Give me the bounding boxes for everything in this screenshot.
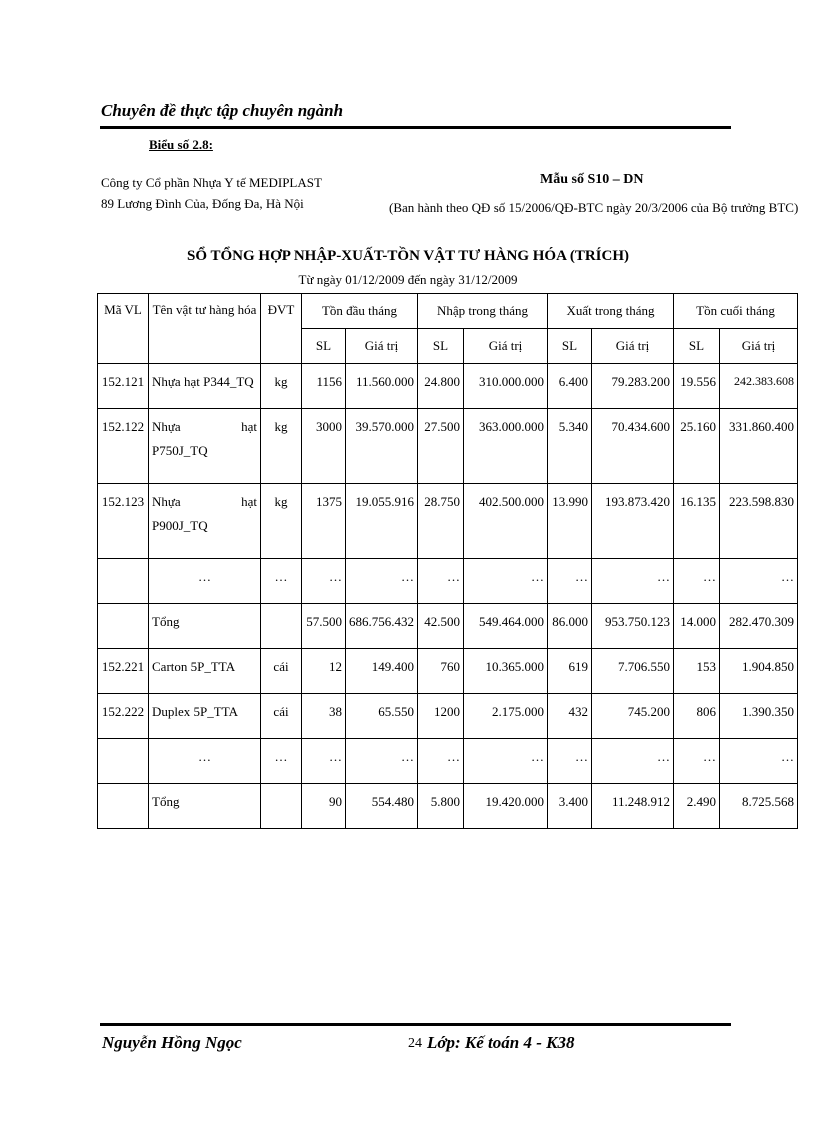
cell-tc-gt: 1.390.350 (720, 694, 798, 739)
col-header-ton-cuoi: Tồn cuối tháng (674, 294, 798, 329)
cell-ten: Nhựa hạt P344_TQ (149, 364, 261, 409)
cell-td-sl: 1375 (302, 484, 346, 559)
cell-x-gt: 193.873.420 (592, 484, 674, 559)
cell-x-sl: 619 (548, 649, 592, 694)
footer-author: Nguyễn Hồng Ngọc (102, 1033, 242, 1052)
cell-tc-gt: 282.470.309 (720, 604, 798, 649)
document-title: SỔ TỔNG HỢP NHẬP-XUẤT-TỒN VẬT TƯ HÀNG HÓA (TRÍCH) (186, 248, 629, 264)
cell-x-sl: 5.340 (548, 409, 592, 484)
cell-dvt (261, 784, 302, 829)
cell-x-gt: 745.200 (592, 694, 674, 739)
footer-class: Lớp: Kế toán 4 - K38 (427, 1033, 575, 1052)
report-header-title: Chuyên đề thực tập chuyên ngành (101, 101, 344, 120)
col-header-xuat: Xuất trong tháng (548, 294, 674, 329)
cell-x-sl: … (548, 739, 592, 784)
cell-n-sl: 5.800 (418, 784, 464, 829)
table-row (98, 694, 798, 739)
table-row-total (98, 784, 798, 829)
cell-ten: … (149, 739, 261, 784)
cell-x-gt: … (592, 739, 674, 784)
cell-n-gt: 10.365.000 (464, 649, 548, 694)
cell-tc-sl: 16.135 (674, 484, 720, 559)
cell-td-sl: 12 (302, 649, 346, 694)
cell-ten-part: hạt (241, 494, 257, 509)
cell-tc-sl: 153 (674, 649, 720, 694)
sub-header-sl: SL (418, 329, 464, 364)
cell-tc-gt: 242.383.608 (720, 364, 798, 409)
cell-tc-gt: 8.725.568 (720, 784, 798, 829)
company-address: 89 Lương Đình Của, Đống Đa, Hà Nội (101, 196, 304, 211)
cell-x-gt: 953.750.123 (592, 604, 674, 649)
table-row (98, 409, 798, 484)
sub-header-sl: SL (302, 329, 346, 364)
table-row (98, 484, 798, 559)
cell-td-gt: … (346, 739, 418, 784)
company-info (101, 172, 322, 214)
date-range: Từ ngày 01/12/2009 đến ngày 31/12/2009 (298, 272, 518, 287)
cell-ten-part: P750J_TQ (152, 443, 208, 458)
company-name: Công ty Cổ phần Nhựa Y tế MEDIPLAST (101, 175, 322, 190)
cell-dvt: … (261, 559, 302, 604)
cell-dvt: kg (261, 364, 302, 409)
cell-tc-gt: … (720, 559, 798, 604)
cell-x-gt: 79.283.200 (592, 364, 674, 409)
cell-td-sl: 38 (302, 694, 346, 739)
cell-x-sl: 13.990 (548, 484, 592, 559)
cell-tc-sl: 806 (674, 694, 720, 739)
cell-x-gt: 11.248.912 (592, 784, 674, 829)
cell-x-gt: … (592, 559, 674, 604)
cell-n-gt: 2.175.000 (464, 694, 548, 739)
cell-td-sl: … (302, 559, 346, 604)
cell-td-gt: 39.570.000 (346, 409, 418, 484)
cell-x-gt: 7.706.550 (592, 649, 674, 694)
sub-header-gia-tri: Giá trị (346, 329, 418, 364)
cell-ten: Duplex 5P_TTA (149, 694, 261, 739)
cell-td-gt: 19.055.916 (346, 484, 418, 559)
cell-ten: Tổng (149, 604, 261, 649)
cell-dvt (261, 604, 302, 649)
sub-header-sl: SL (674, 329, 720, 364)
cell-n-gt: 310.000.000 (464, 364, 548, 409)
sub-header-sl: SL (548, 329, 592, 364)
cell-td-sl: 90 (302, 784, 346, 829)
col-header-nhap: Nhập trong tháng (418, 294, 548, 329)
cell-tc-sl: … (674, 739, 720, 784)
cell-x-sl: 6.400 (548, 364, 592, 409)
cell-ten-part: Nhựa (152, 494, 181, 509)
cell-tc-sl: 19.556 (674, 364, 720, 409)
table-row (98, 649, 798, 694)
cell-n-gt: 19.420.000 (464, 784, 548, 829)
cell-tc-sl: 2.490 (674, 784, 720, 829)
cell-n-sl: 24.800 (418, 364, 464, 409)
sub-header-gia-tri: Giá trị (720, 329, 798, 364)
cell-n-gt: 363.000.000 (464, 409, 548, 484)
cell-x-sl: 432 (548, 694, 592, 739)
cell-td-sl: 3000 (302, 409, 346, 484)
table-row (98, 559, 798, 604)
cell-n-sl: 28.750 (418, 484, 464, 559)
cell-n-sl: 27.500 (418, 409, 464, 484)
cell-ten: … (149, 559, 261, 604)
cell-tc-sl: 14.000 (674, 604, 720, 649)
cell-dvt: kg (261, 484, 302, 559)
cell-dvt: cái (261, 649, 302, 694)
col-header-dvt: ĐVT (261, 294, 302, 364)
cell-dvt: … (261, 739, 302, 784)
cell-n-sl: … (418, 559, 464, 604)
form-regulation-note: (Ban hành theo QĐ số 15/2006/QĐ-BTC ngày 20/3/2006 của Bộ trưởng BTC) (389, 200, 799, 215)
cell-x-gt: 70.434.600 (592, 409, 674, 484)
cell-dvt: kg (261, 409, 302, 484)
cell-n-gt: 549.464.000 (464, 604, 548, 649)
table-header-row (98, 294, 798, 329)
cell-ma: 152.123 (98, 484, 149, 559)
page-number: 24 (408, 1036, 422, 1051)
table-row-total (98, 604, 798, 649)
table-row (98, 739, 798, 784)
cell-td-gt: 686.756.432 (346, 604, 418, 649)
cell-n-gt: … (464, 739, 548, 784)
cell-n-sl: … (418, 739, 464, 784)
cell-x-sl: 3.400 (548, 784, 592, 829)
cell-ma: 152.121 (98, 364, 149, 409)
cell-ma (98, 784, 149, 829)
form-code: Mẫu số S10 – DN (540, 172, 644, 187)
cell-ten: Carton 5P_TTA (149, 649, 261, 694)
cell-x-sl: … (548, 559, 592, 604)
col-header-ton-dau: Tồn đầu tháng (302, 294, 418, 329)
cell-n-gt: 402.500.000 (464, 484, 548, 559)
cell-dvt: cái (261, 694, 302, 739)
cell-td-gt: … (346, 559, 418, 604)
cell-n-gt: … (464, 559, 548, 604)
cell-tc-gt: 331.860.400 (720, 409, 798, 484)
cell-tc-gt: 223.598.830 (720, 484, 798, 559)
cell-ten-part: hạt (241, 419, 257, 434)
cell-tc-gt: … (720, 739, 798, 784)
cell-ma: 152.221 (98, 649, 149, 694)
cell-n-sl: 1200 (418, 694, 464, 739)
cell-ma (98, 739, 149, 784)
header-divider (100, 126, 731, 129)
cell-ten (149, 409, 261, 484)
cell-n-sl: 42.500 (418, 604, 464, 649)
cell-ma (98, 604, 149, 649)
col-header-ma-vl: Mã VL (98, 294, 149, 364)
cell-ten-part: Nhựa (152, 419, 181, 434)
cell-x-sl: 86.000 (548, 604, 592, 649)
cell-td-sl: 57.500 (302, 604, 346, 649)
cell-td-gt: 11.560.000 (346, 364, 418, 409)
cell-td-sl: 1156 (302, 364, 346, 409)
cell-ma: 152.122 (98, 409, 149, 484)
cell-tc-gt: 1.904.850 (720, 649, 798, 694)
sub-header-gia-tri: Giá trị (464, 329, 548, 364)
cell-td-sl: … (302, 739, 346, 784)
cell-n-sl: 760 (418, 649, 464, 694)
cell-ten-part: P900J_TQ (152, 518, 208, 533)
cell-ten: Tổng (149, 784, 261, 829)
footer-divider (100, 1023, 731, 1026)
cell-ma: 152.222 (98, 694, 149, 739)
inventory-ledger-table (97, 293, 798, 829)
cell-ten (149, 484, 261, 559)
cell-td-gt: 65.550 (346, 694, 418, 739)
exhibit-label: Biểu số 2.8: (149, 137, 213, 152)
col-header-ten: Tên vật tư hàng hóa (149, 294, 261, 364)
cell-tc-sl: 25.160 (674, 409, 720, 484)
cell-td-gt: 149.400 (346, 649, 418, 694)
cell-ma (98, 559, 149, 604)
table-row (98, 364, 798, 409)
sub-header-gia-tri: Giá trị (592, 329, 674, 364)
cell-td-gt: 554.480 (346, 784, 418, 829)
cell-tc-sl: … (674, 559, 720, 604)
